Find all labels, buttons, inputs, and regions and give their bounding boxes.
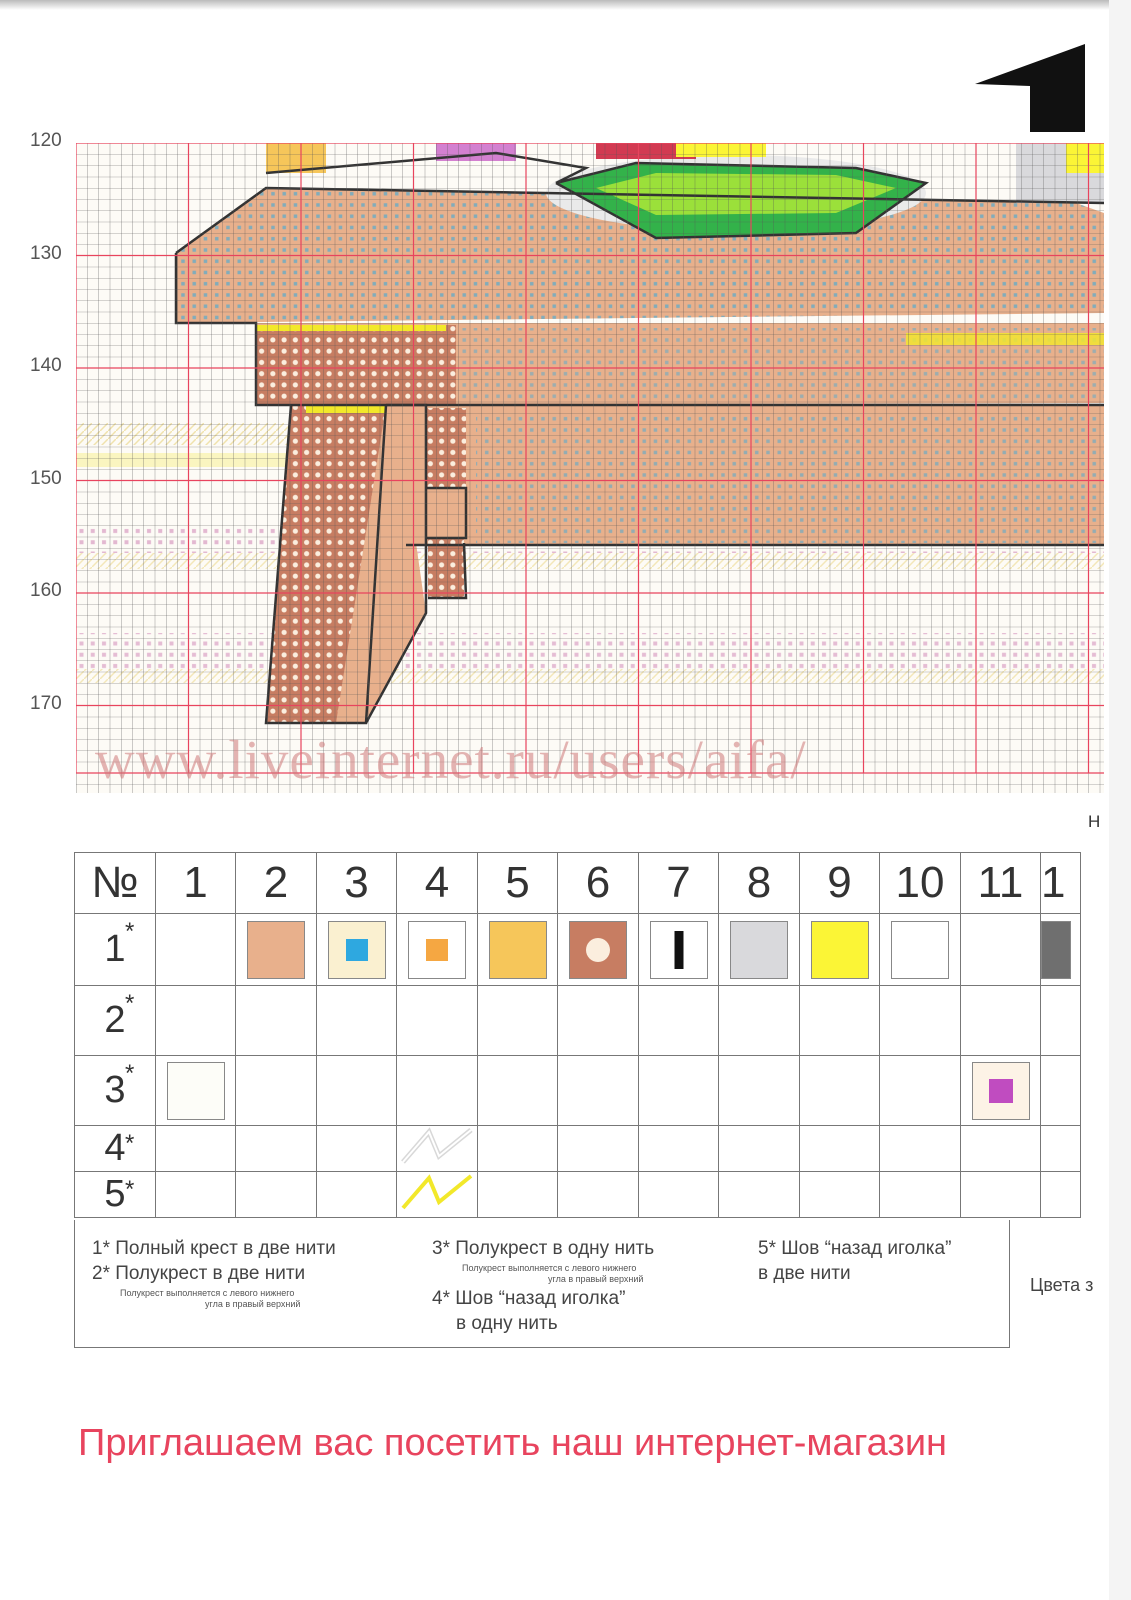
note-4-line-1: 4* Шов “назад иголка” (432, 1288, 626, 1309)
row-label-150: 150 (30, 468, 62, 489)
color-swatch-4 (397, 914, 478, 986)
legend-header-no: № (75, 853, 156, 914)
color-swatch-12 (1041, 914, 1081, 986)
legend-cell-empty (156, 914, 236, 986)
row-label-170: 170 (30, 693, 62, 714)
legend-cell-empty (961, 914, 1041, 986)
color-swatch-3 (317, 914, 397, 986)
note-2-detail-b: угла в правый верхний (205, 1299, 301, 1309)
legend-header-col: 9 (800, 853, 880, 914)
note-5-line-2: в две нити (758, 1263, 851, 1284)
legend-header-col: 1 (156, 853, 236, 914)
note-1: 1* Полный крест в две нити (92, 1238, 336, 1259)
watermark: www.liveinternet.ru/users/aifa/ (95, 729, 807, 790)
legend-header-col: 2 (236, 853, 317, 914)
legend-row-label: 5 * (75, 1172, 156, 1218)
legend-header-col: 1 (1041, 853, 1081, 914)
color-swatch-6 (558, 914, 639, 986)
legend-row-label: 4 * (75, 1126, 156, 1172)
color-swatch-8 (719, 914, 800, 986)
legend-header-col: 3 (317, 853, 397, 914)
legend-header-col: 10 (880, 853, 961, 914)
color-swatch-10 (880, 914, 961, 986)
note-3: 3* Полукрест в одну нить (432, 1238, 655, 1259)
page-edge-letter: Н (1088, 812, 1101, 831)
row-label-120: 120 (30, 130, 62, 151)
corner-arrow-icon (975, 44, 1085, 134)
legend-header-col: 11 (961, 853, 1041, 914)
half-cross-swatch-11 (961, 1056, 1041, 1126)
legend-row-label: 3 * (75, 1056, 156, 1126)
legend-header-col: 5 (478, 853, 558, 914)
color-swatch-2 (236, 914, 317, 986)
legend-header-col: 7 (639, 853, 719, 914)
color-swatch-5 (478, 914, 558, 986)
legend-header-col: 8 (719, 853, 800, 914)
note-3-detail-a: Полукрест выполняется с левого нижнего (462, 1263, 637, 1273)
scan-edge (0, 0, 1131, 10)
cross-stitch-chart (76, 143, 1104, 793)
note-2-detail-a: Полукрест выполняется с левого нижнего (120, 1288, 295, 1298)
legend-row-3 (75, 1056, 1081, 1126)
color-swatch-7 (639, 914, 719, 986)
page-fold-strip (1109, 0, 1131, 1600)
note-5-line-1: 5* Шов “назад иголка” (758, 1238, 952, 1259)
legend-row-5 (75, 1172, 1081, 1218)
row-label-160: 160 (30, 580, 62, 601)
legend-row-label: 1 * (75, 914, 156, 986)
note-2: 2* Полукрест в две нити (92, 1263, 306, 1284)
legend-header-row (75, 853, 1081, 914)
note-4-line-2: в одну нить (456, 1313, 558, 1334)
backstitch-single-icon (397, 1126, 478, 1172)
shop-invitation: Приглашаем вас посетить наш интернет-магазин (78, 1422, 948, 1464)
colors-label: Цвета з (1030, 1275, 1094, 1295)
legend-row-label: 2 * (75, 986, 156, 1056)
note-3-detail-b: угла в правый верхний (548, 1274, 644, 1284)
legend-header-col: 6 (558, 853, 639, 914)
row-label-130: 130 (30, 243, 62, 264)
legend-header-col: 4 (397, 853, 478, 914)
row-label-140: 140 (30, 355, 62, 376)
stitch-legend-table (74, 852, 1081, 1218)
legend-row-2 (75, 986, 1081, 1056)
legend-row-4 (75, 1126, 1081, 1172)
legend-row-1 (75, 914, 1081, 986)
backstitch-double-icon (397, 1172, 478, 1218)
half-cross-swatch-1 (156, 1056, 236, 1126)
color-swatch-9 (800, 914, 880, 986)
